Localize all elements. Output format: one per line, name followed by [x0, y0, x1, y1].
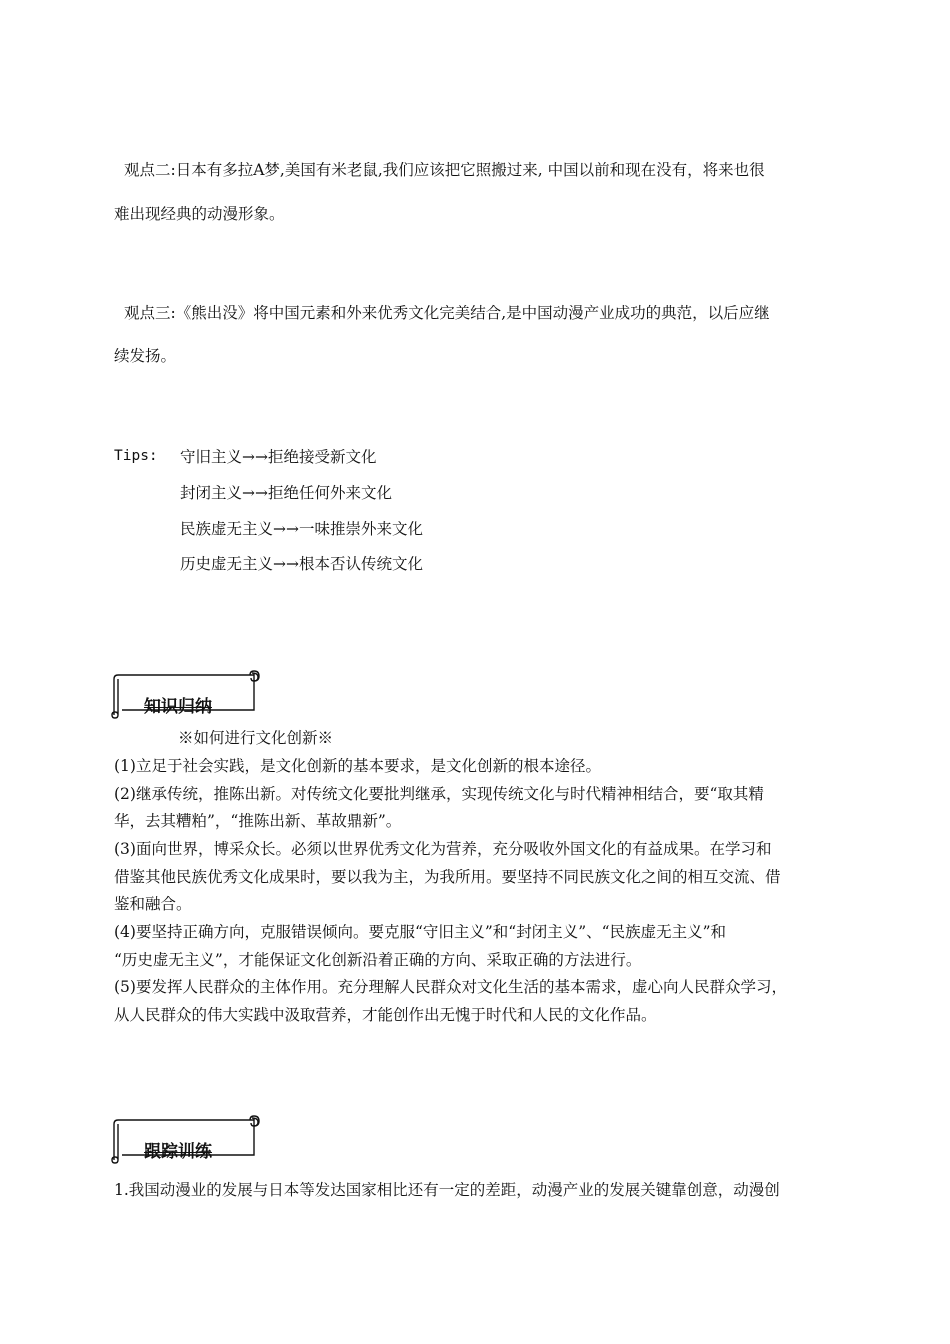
- knowledge-heading: 知识归纳: [144, 697, 212, 717]
- knowledge-heading-scroll: [110, 670, 260, 716]
- knowledge-line: (1)立足于社会实践，是文化创新的基本要求，是文化创新的根本途径。: [114, 757, 601, 775]
- training-question-1: 1.我国动漫业的发展与日本等发达国家相比还有一定的差距，动漫产业的发展关键靠创意，动漫创: [114, 1181, 780, 1199]
- training-heading-scroll: [110, 1115, 260, 1161]
- tips-item: 历史虚无主义→→根本否认传统文化: [180, 555, 423, 573]
- tips-label: Tips:: [114, 448, 158, 464]
- tips-item: 民族虚无主义→→一味推崇外来文化: [180, 520, 423, 538]
- knowledge-line: (3)面向世界，博采众长。必须以世界优秀文化为营养，充分吸收外国文化的有益成果。在学习和: [114, 840, 772, 858]
- knowledge-line: 借鉴其他民族优秀文化成果时，要以我为主，为我所用。要坚持不同民族文化之间的相互交流、借: [114, 868, 781, 886]
- viewpoint-three-line2: 续发扬。: [114, 347, 177, 365]
- tips-item: 守旧主义→→拒绝接受新文化: [180, 448, 377, 466]
- knowledge-line: 从人民群众的伟大实践中汲取营养，才能创作出无愧于时代和人民的文化作品。: [114, 1006, 657, 1024]
- knowledge-line: (5)要发挥人民群众的主体作用。充分理解人民群众对文化生活的基本需求，虚心向人民群众学习，: [114, 978, 787, 996]
- tips-item: 封闭主义→→拒绝任何外来文化: [180, 484, 392, 502]
- knowledge-line: “历史虚无主义”，才能保证文化创新沿着正确的方向、采取正确的方法进行。: [114, 951, 642, 969]
- viewpoint-two-line2: 难出现经典的动漫形象。: [114, 205, 285, 223]
- knowledge-subtitle: ※如何进行文化创新※: [178, 729, 334, 747]
- knowledge-line: (4)要坚持正确方向，克服错误倾向。要克服“守旧主义”和“封闭主义”、“民族虚无主义”和: [114, 923, 727, 941]
- viewpoint-two-line1: 观点二:日本有多拉A梦,美国有米老鼠,我们应该把它照搬过来, 中国以前和现在没有，将来也很: [124, 161, 765, 179]
- training-heading: 跟踪训练: [144, 1142, 212, 1162]
- knowledge-line: 华，去其糟粕”，“推陈出新、革故鼎新”。: [114, 812, 402, 830]
- viewpoint-three-line1: 观点三:《熊出没》将中国元素和外来优秀文化完美结合,是中国动漫产业成功的典范，以后应继: [124, 304, 770, 322]
- knowledge-line: 鉴和融合。: [114, 895, 192, 913]
- knowledge-line: (2)继承传统，推陈出新。对传统文化要批判继承，实现传统文化与时代精神相结合，要“取其精: [114, 785, 764, 803]
